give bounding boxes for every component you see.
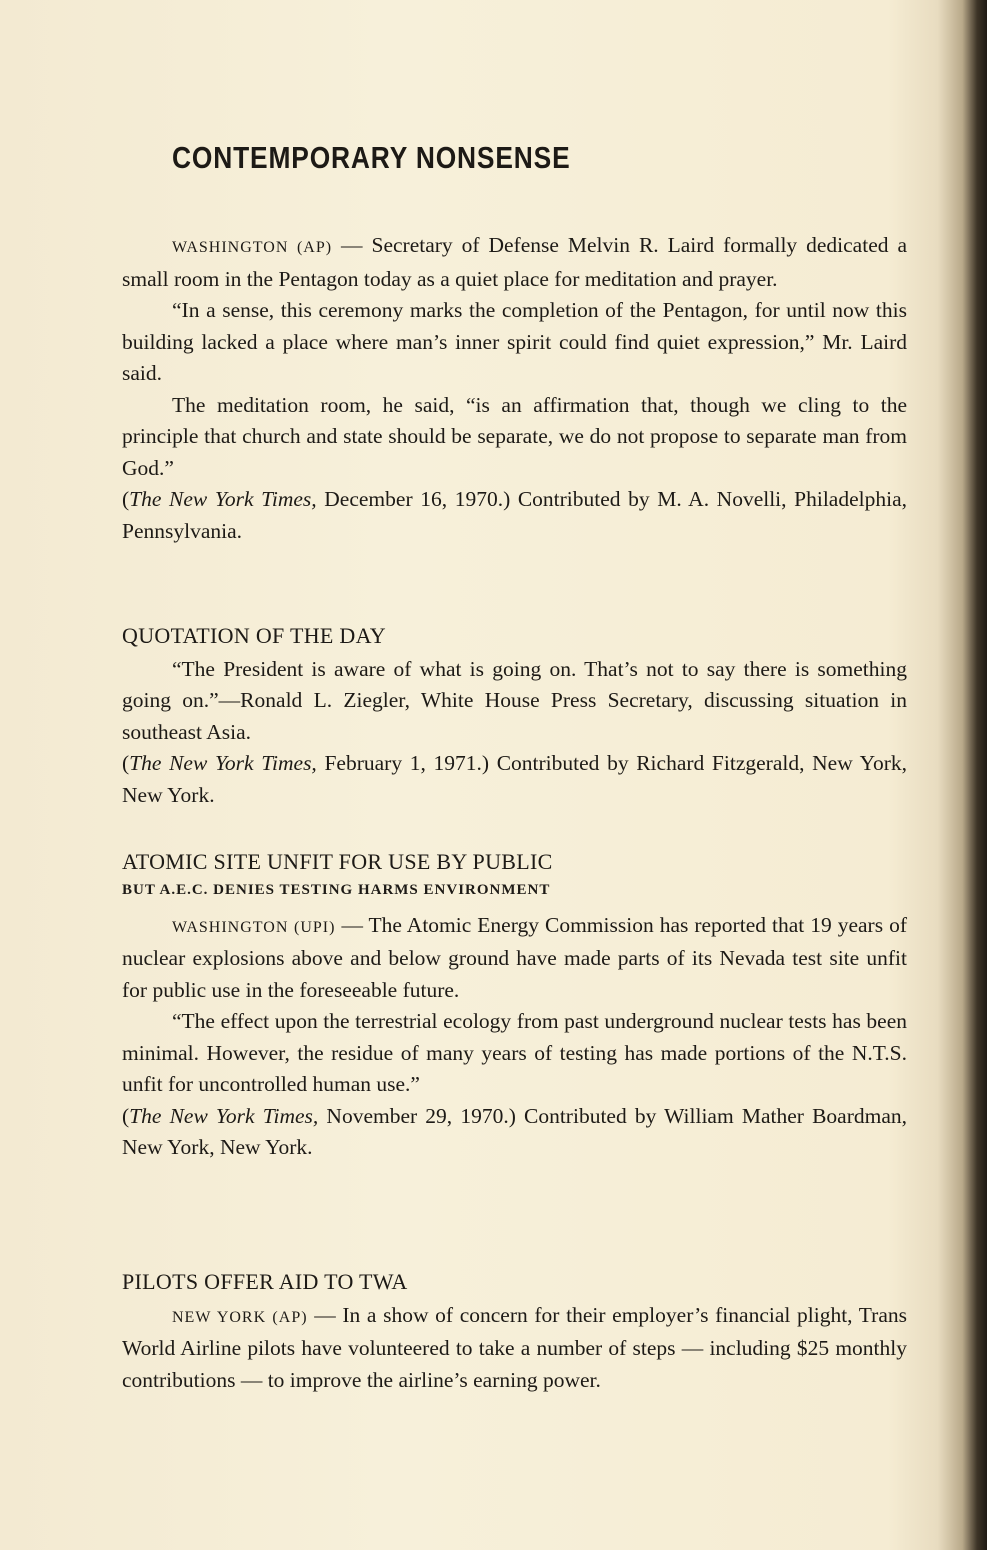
source-citation: (The New York Times, February 1, 1971.) Contributed by Richard Fitzgerald, New York, New York. — [122, 751, 907, 807]
paragraph: NEW YORK (AP) — In a show of concern for their employer’s financial plight, Trans World Airline pilots have volunteered to take a number of steps — including $25 monthly contributions — to improve the airline’s earning power. — [122, 1302, 908, 1392]
section-heading: QUOTATION OF THE DAY — [122, 623, 386, 648]
paragraph: “In a sense, this ceremony marks the completion of the Pentagon, for until now this building lacked a place where man’s inner spirit could find quiet expression,” Mr. Laird said. — [122, 298, 907, 385]
section-heading: PILOTS OFFER AID TO TWA — [122, 1269, 408, 1294]
dateline: WASHINGTON (UPI) — [172, 918, 336, 936]
article-pilots-twa — [122, 1266, 907, 1396]
section-subheading: BUT A.E.C. DENIES TESTING HARMS ENVIRONMENT — [122, 881, 551, 898]
article-atomic-site — [122, 846, 907, 1164]
paragraph: “The President is aware of what is going on. That’s not to say there is something going on.”—Ronald L. Ziegler, White House Press Secretary, discussing situation in southeast Asia. — [122, 656, 907, 744]
article-pentagon-meditation — [122, 230, 907, 547]
article-quotation-of-the-day — [122, 620, 907, 811]
page-title: CONTEMPORARY NONSENSE — [172, 140, 571, 175]
paragraph: “The effect upon the terrestrial ecology from past underground nuclear tests has been minimal. However, the residue of many years of testing has made portions of the N.T.S. unfit for uncontrolled human use.” — [122, 1009, 907, 1096]
dateline: NEW YORK (AP) — [172, 1308, 308, 1326]
paragraph: WASHINGTON (AP) — Secretary of Defense Melvin R. Laird formally dedicated a small room in the Pentagon today as a quiet place for meditation and prayer. — [122, 233, 907, 291]
source-citation: (The New York Times, December 16, 1970.) Contributed by M. A. Novelli, Philadelphia, Pennsylvania. — [122, 487, 907, 543]
dateline: WASHINGTON (AP) — [172, 239, 333, 256]
paragraph: WASHINGTON (UPI) — The Atomic Energy Commission has reported that 19 years of nuclear explosions above and below ground have made parts of its Nevada test site unfit for public use in the foreseeable future. — [122, 912, 907, 1002]
section-heading: ATOMIC SITE UNFIT FOR USE BY PUBLIC — [122, 849, 553, 874]
source-citation: (The New York Times, November 29, 1970.) Contributed by William Mather Boardman, New York, New York. — [122, 1103, 907, 1159]
paragraph: The meditation room, he said, “is an affirmation that, though we cling to the principle that church and state should be separate, we do not propose to separate man from God.” — [122, 392, 907, 480]
